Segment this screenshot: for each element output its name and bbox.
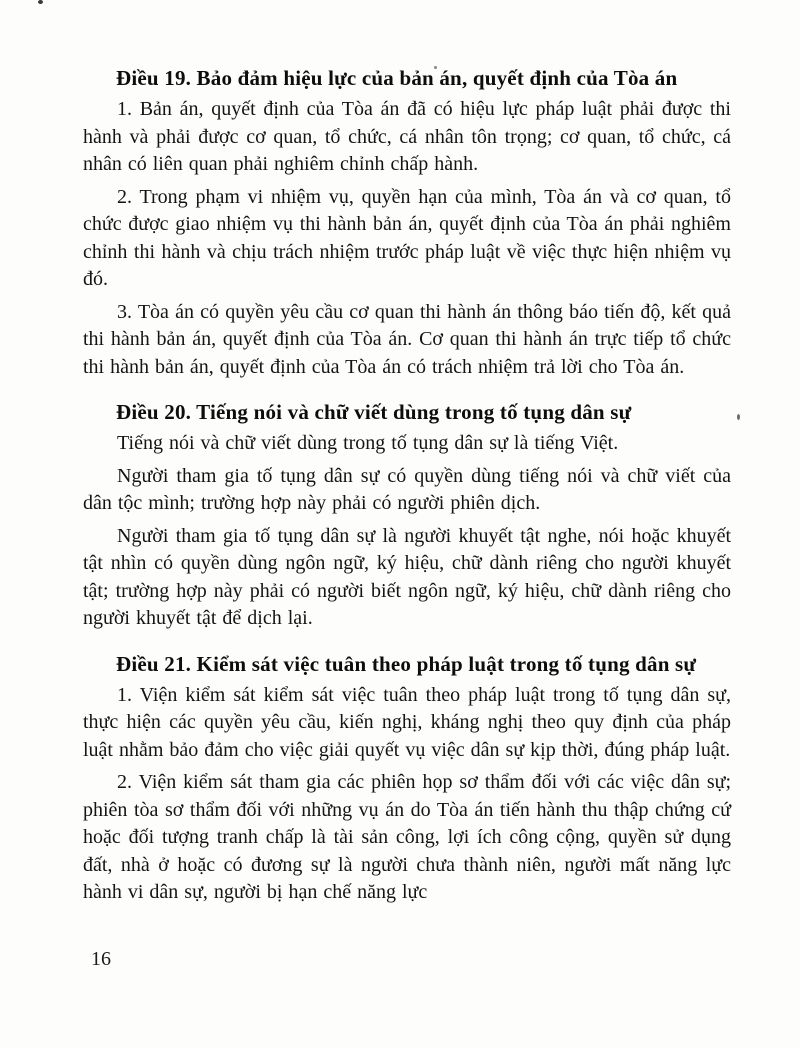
article-21-paragraph-1: 1. Viện kiểm sát kiểm sát việc tuân theo pháp luật trong tố tụng dân sự, thực hiện các quyền yêu cầu, kiến nghị, kháng nghị theo quy định của pháp luật nhằm bảo đảm cho việc giải quyết vụ việc dân sự kịp thời, đúng pháp luật. bbox=[83, 683, 731, 761]
article-19 bbox=[83, 64, 731, 381]
page-number: 16 bbox=[91, 948, 111, 970]
article-20-paragraph-3: Người tham gia tố tụng dân sự là người khuyết tật nghe, nói hoặc khuyết tật nhìn có quyền dùng ngôn ngữ, ký hiệu, chữ dành riêng cho người khuyết tật; trường hợp này phải có người biết ngôn ngữ, ký hiệu, chữ dành riêng cho người khuyết tật để dịch lại. bbox=[83, 524, 731, 629]
page-content bbox=[83, 64, 731, 907]
article-21-heading: Điều 21. Kiểm sát việc tuân theo pháp luật trong tố tụng dân sự bbox=[116, 651, 697, 676]
article-20-heading: Điều 20. Tiếng nói và chữ viết dùng trong tố tụng dân sự bbox=[116, 400, 632, 424]
article-19-paragraph-1: 1. Bản án, quyết định của Tòa án đã có hiệu lực pháp luật phải được thi hành và phải được cơ quan, tổ chức, cá nhân tôn trọng; cơ quan, tổ chức, cá nhân có liên quan phải nghiêm chỉnh chấp hành. bbox=[83, 98, 731, 175]
article-20-paragraph-1: Tiếng nói và chữ viết dùng trong tố tụng dân sự là tiếng Việt. bbox=[117, 432, 619, 454]
article-21-paragraph-2: 2. Viện kiểm sát tham gia các phiên họp sơ thẩm đối với các việc dân sự; phiên tòa sơ thẩm đối với những vụ án do Tòa án tiến hành thu thập chứng cứ hoặc đối tượng tranh chấp là tài sản công, lợi ích công cộng, quyền sử dụng đất, nhà ở hoặc có đương sự là người chưa thành niên, người mất năng lực hành vi dân sự, người bị hạn chế năng lực bbox=[83, 771, 731, 903]
article-19-paragraph-2: 2. Trong phạm vi nhiệm vụ, quyền hạn của mình, Tòa án và cơ quan, tổ chức được giao nhiệm vụ thi hành bản án, quyết định của Tòa án phải nghiêm chỉnh thi hành và chịu trách nhiệm trước pháp luật về việc thực hiện nhiệm vụ đó. bbox=[83, 185, 731, 290]
article-19-paragraph-3: 3. Tòa án có quyền yêu cầu cơ quan thi hành án thông báo tiến độ, kết quả thi hành bản án, quyết định của Tòa án. Cơ quan thi hành án trực tiếp tổ chức thi hành bản án, quyết định của Tòa án có trách nhiệm trả lời cho Tòa án. bbox=[83, 300, 731, 378]
article-20 bbox=[83, 398, 731, 633]
article-20-paragraph-2: Người tham gia tố tụng dân sự có quyền dùng tiếng nói và chữ viết của dân tộc mình; trường hợp này phải có người phiên dịch. bbox=[83, 464, 731, 514]
article-21 bbox=[83, 650, 731, 907]
article-19-heading: Điều 19. Bảo đảm hiệu lực của bản án, quyết định của Tòa án bbox=[116, 66, 678, 90]
scan-speck bbox=[38, 0, 43, 4]
scan-speck bbox=[737, 414, 740, 420]
